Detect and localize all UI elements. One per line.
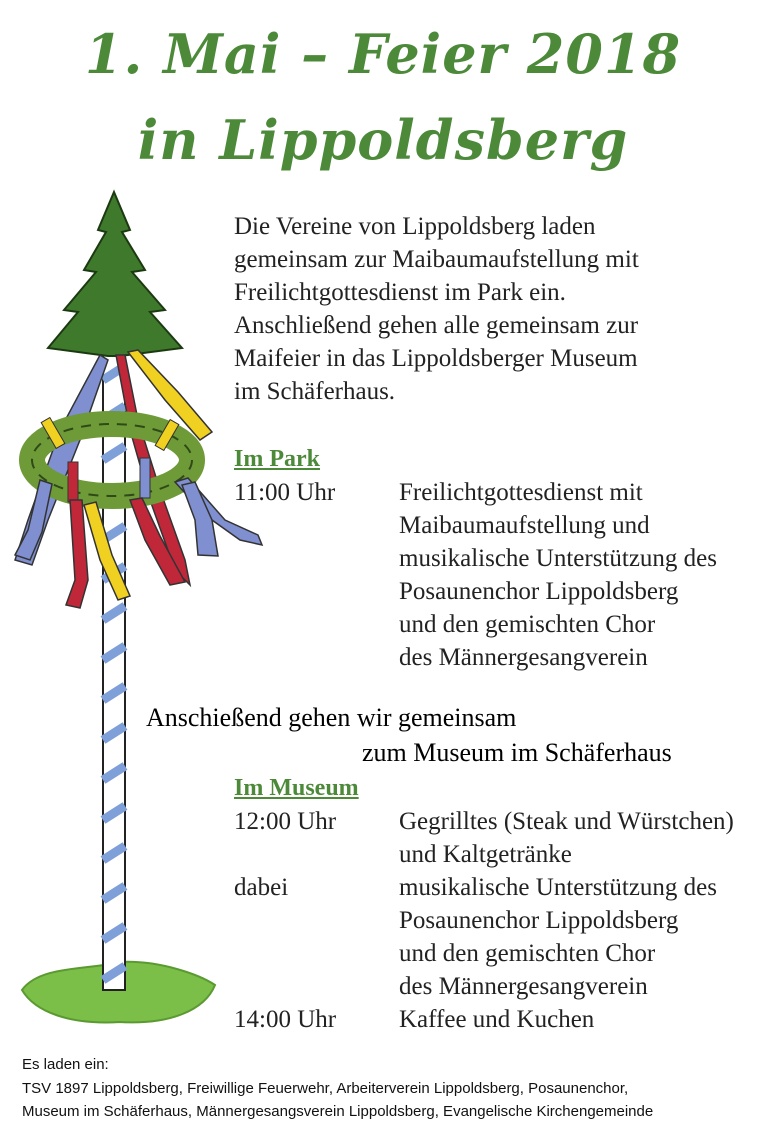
museum-line: Posaunenchor Lippoldsberg [399,907,679,934]
park-line: musikalische Unterstützung des [399,545,717,572]
museum-time-1: 12:00 Uhr [234,808,337,835]
museum-label-2: dabei [234,874,289,901]
transition-line-1: Anschießend gehen wir gemeinsam [146,703,517,732]
museum-line: und Kaltgetränke [399,841,572,868]
intro-line: Maifeier in das Lippoldsberger Museum [234,345,638,372]
intro-line: im Schäferhaus. [234,378,396,405]
title-line-1: 1. Mai – Feier 2018 [84,22,682,86]
park-heading: Im Park [234,446,320,472]
hanging-ribbon-red-left [66,500,88,608]
park-line: des Männergesangverein [399,644,648,671]
park-line: und den gemischten Chor [399,611,656,638]
intro-line: Anschließend gehen alle gemeinsam zur [234,312,639,339]
footer-line-2: Museum im Schäferhaus, Männergesangsverein Lippoldsberg, Evangelische Kirchengemeinde [22,1103,654,1120]
museum-line: Kaffee und Kuchen [399,1006,595,1033]
park-time: 11:00 Uhr [234,479,336,506]
tree-top [48,192,182,356]
intro-line: gemeinsam zur Maibaumaufstellung mit [234,246,639,273]
museum-line: des Männergesangverein [399,973,648,1000]
museum-heading: Im Museum [234,775,359,801]
museum-line: und den gemischten Chor [399,940,656,967]
park-line: Freilichtgottesdienst mit [399,479,643,506]
transition-line-2: zum Museum im Schäferhaus [362,738,672,767]
museum-line: Gegrilltes (Steak und Würstchen) [399,808,734,835]
intro-line: Die Vereine von Lippoldsberg laden [234,213,596,240]
intro-text [234,210,754,408]
footer-line-1: TSV 1897 Lippoldsberg, Freiwillige Feuerwehr, Arbeiterverein Lippoldsberg, Posaunenchor, [22,1080,629,1097]
intro-line: Freilichtgottesdienst im Park ein. [234,279,566,306]
park-line: Maibaumaufstellung und [399,512,650,539]
park-line: Posaunenchor Lippoldsberg [399,578,679,605]
title-line-2: in Lippoldsberg [137,108,629,172]
museum-time-3: 14:00 Uhr [234,1006,337,1033]
museum-line: musikalische Unterstützung des [399,874,717,901]
footer-intro: Es laden ein: [22,1056,109,1073]
